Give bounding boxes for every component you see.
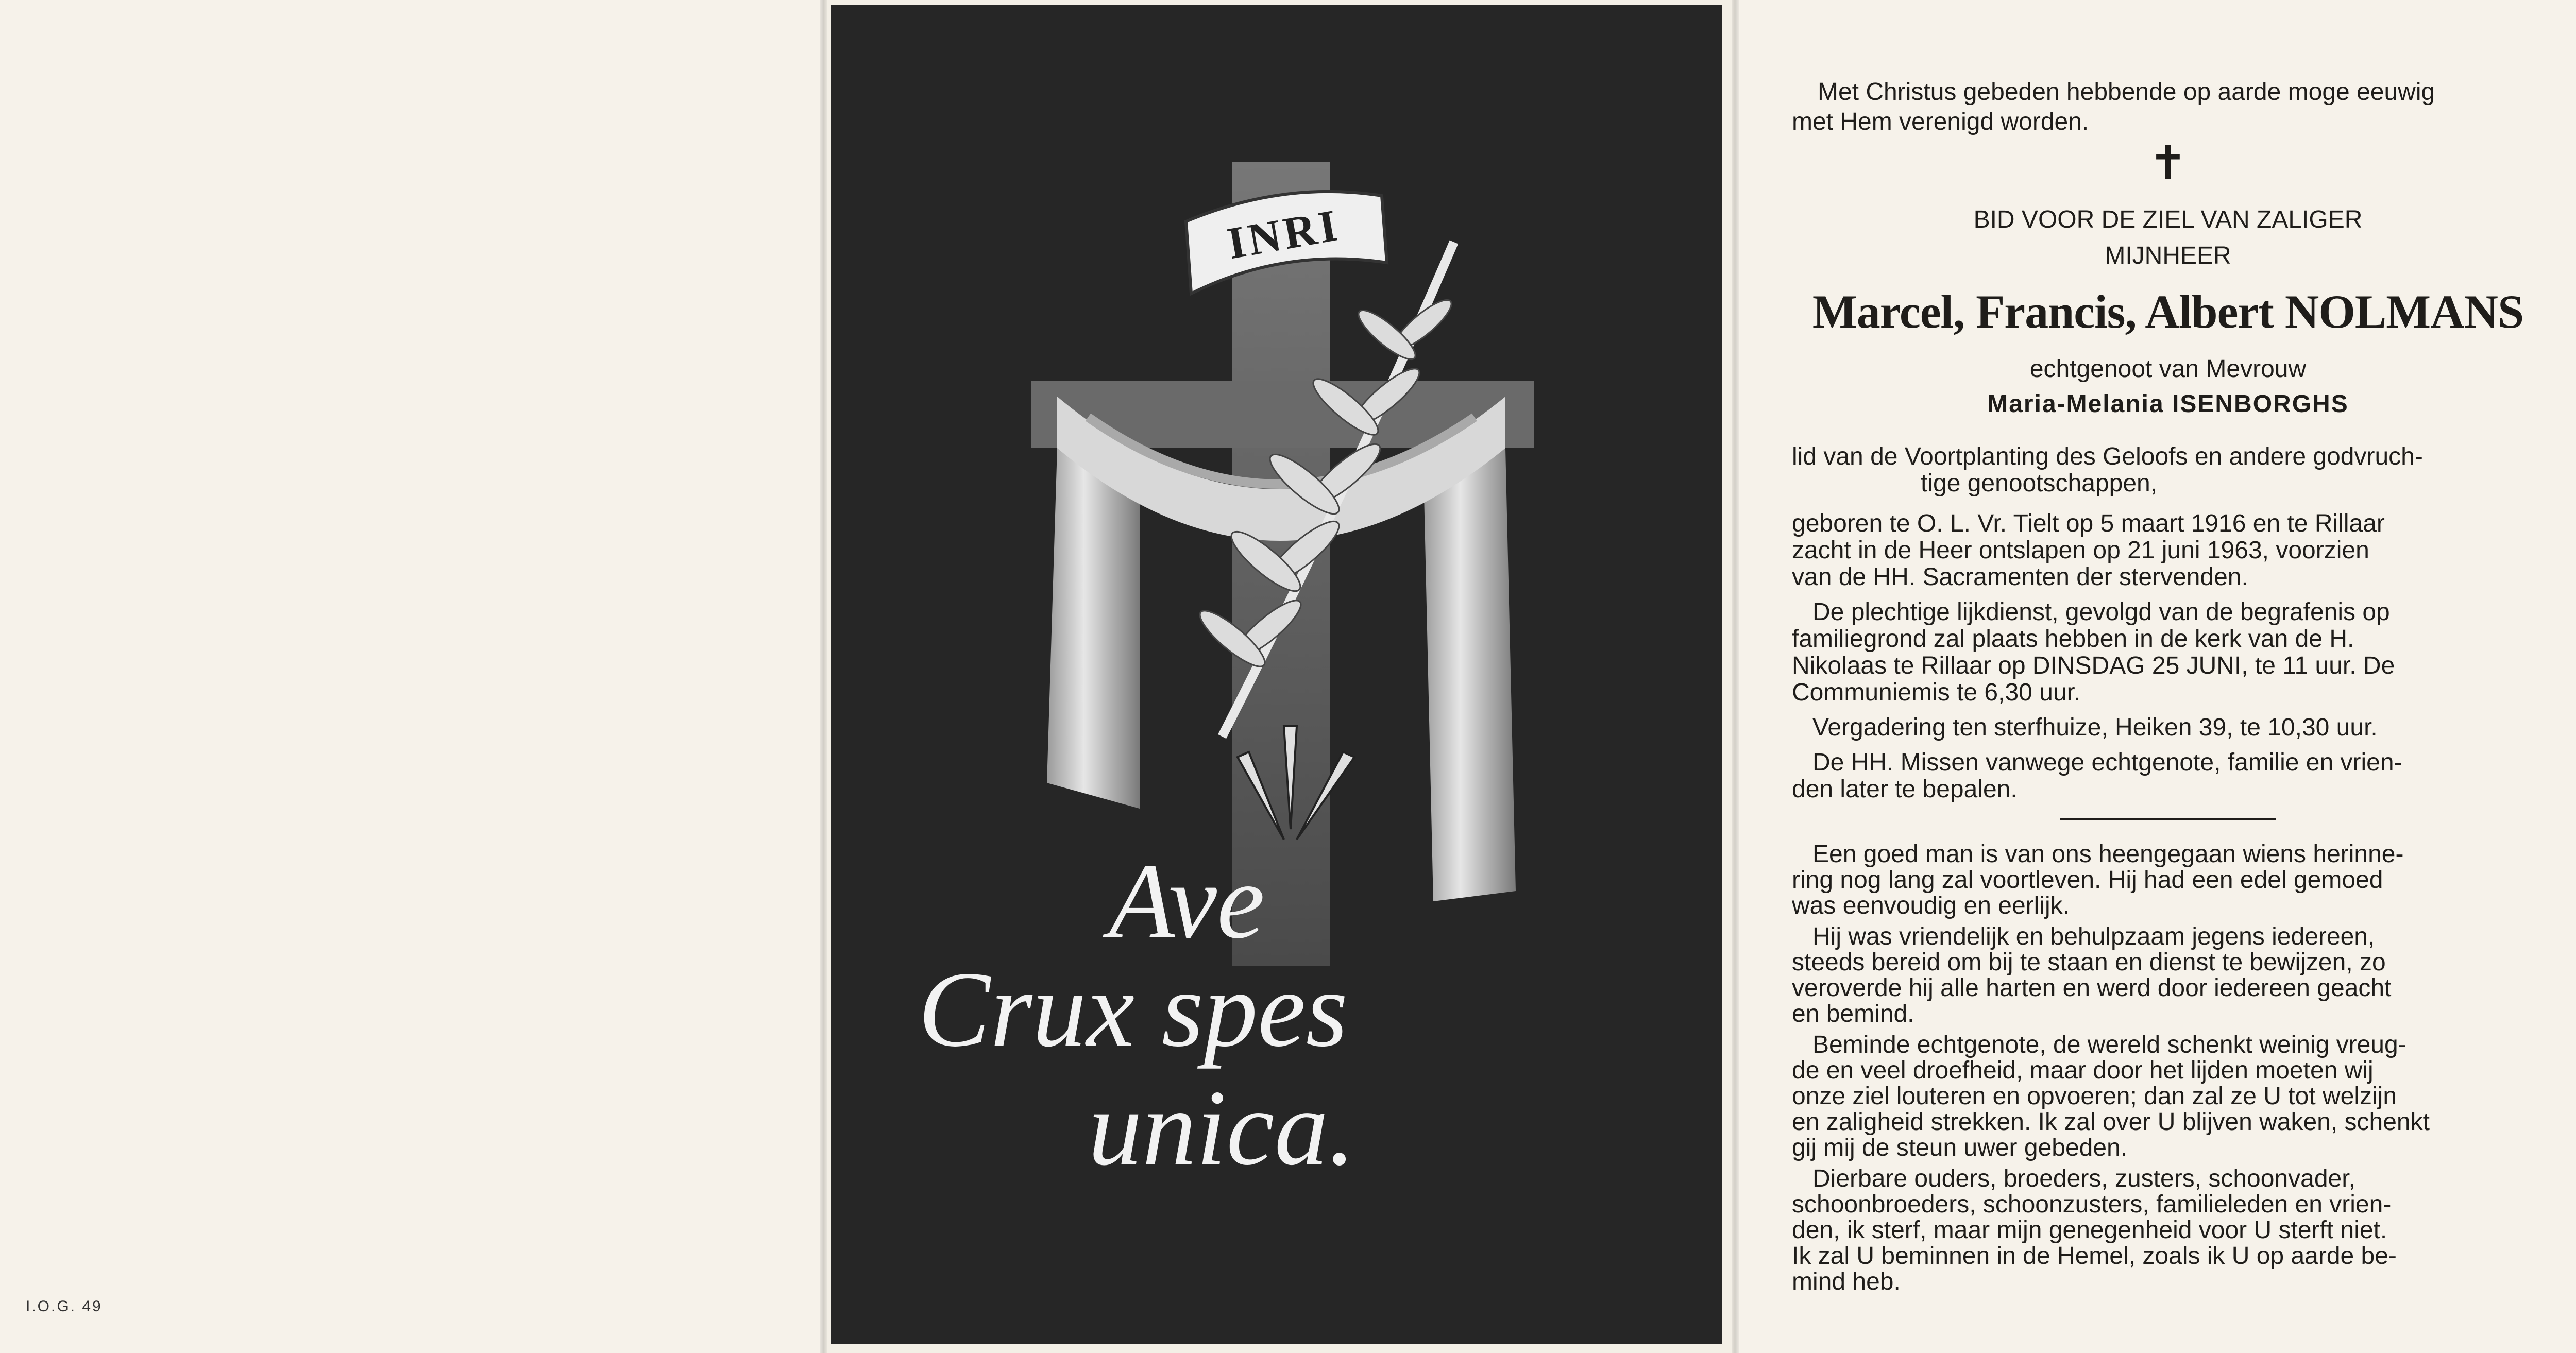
motto-line-2: Crux spes (918, 950, 1348, 1069)
masses-line-2: den later te bepalen. (1792, 776, 2018, 803)
reflection-4-line-1: Dierbare ouders, broeders, zusters, schoonvader, (1812, 1165, 2355, 1192)
print-code: I.O.G. 49 (26, 1298, 103, 1315)
opening-verse-line-1: Met Christus gebeden hebbende op aarde moge eeuwig (1818, 78, 2435, 106)
drape-left (1047, 448, 1140, 809)
reflection-1-line-2: ring nog lang zal voortleven. Hij had een edel gemoed (1792, 866, 2383, 894)
prayer-line-1: BID VOOR DE ZIEL VAN ZALIGER (1973, 206, 2363, 233)
motto-line-1: Ave (1109, 842, 1265, 961)
spouse-name: Maria-Melania ISENBORGHS (1987, 390, 2349, 418)
reflection-2-line-2: steeds bereid om bij te staan en dienst te bewijzen, zo (1792, 949, 2386, 976)
funeral-line-4: Communiemis te 6,30 uur. (1792, 679, 2081, 706)
prayer-line-2: MIJNHEER (2105, 242, 2231, 269)
section-divider (2060, 818, 2276, 820)
funeral-line-2: familiegrond zal plaats hebben in de kerk van de H. (1792, 625, 2354, 653)
front-card-panel (823, 0, 1735, 1353)
reflection-4-line-5: mind heb. (1792, 1268, 1901, 1295)
reflection-2-line-1: Hij was vriendelijk en behulpzaam jegens iedereen, (1812, 923, 2375, 950)
fold-line (820, 0, 827, 1353)
drape-right (1423, 448, 1516, 901)
reflection-3-line-2: de en veel droefheid, maar door het lijden moeten wij (1792, 1057, 2374, 1084)
reflection-3-line-4: en zaligheid strekken. Ik zal over U blijven waken, schenkt (1792, 1108, 2430, 1136)
membership-line-1: lid van de Voortplanting des Geloofs en andere godvruch- (1792, 443, 2423, 470)
deceased-name: Marcel, Francis, Albert NOLMANS (1812, 285, 2524, 338)
devotional-image (831, 5, 1722, 1344)
reflection-1-line-3: was eenvoudig en eerlijk. (1792, 892, 2070, 919)
banner-inscription: INRI (1224, 200, 1344, 269)
reflection-3-line-3: onze ziel louteren en opvoeren; dan zal ze U tot welzijn (1792, 1083, 2397, 1110)
cross-icon: ✝ (2148, 138, 2188, 189)
spouse-intro: echtgenoot van Mevrouw (2029, 355, 2307, 383)
masses-line-1: De HH. Missen vanwege echtgenote, familie en vrien- (1812, 749, 2402, 776)
reflection-4-line-2: schoonbroeders, schoonzusters, familieleden en vrien- (1792, 1191, 2392, 1218)
reflection-3-line-5: gij mij de steun uwer gebeden. (1792, 1134, 2128, 1161)
back-page (0, 0, 823, 1353)
birth-line-1: geboren te O. L. Vr. Tielt op 5 maart 1916 en te Rillaar (1792, 510, 2385, 537)
funeral-line-1: De plechtige lijkdienst, gevolgd van de begrafenis op (1812, 598, 2390, 626)
birth-line-3: van de HH. Sacramenten der stervenden. (1792, 563, 2248, 591)
gathering-line: Vergadering ten sterfhuize, Heiken 39, te 10,30 uur. (1812, 714, 2378, 741)
motto-line-3: unica. (1088, 1068, 1356, 1188)
reflection-2-line-4: en bemind. (1792, 1000, 1914, 1027)
opening-verse-line-2: met Hem verenigd worden. (1792, 108, 2089, 135)
reflection-3-line-1: Beminde echtgenote, de wereld schenkt weinig vreug- (1812, 1031, 2406, 1058)
reflection-2-line-3: veroverde hij alle harten en werd door iedereen geacht (1792, 974, 2392, 1002)
reflection-4-line-3: den, ik sterf, maar mijn genegenheid voor U sterft niet. (1792, 1217, 2387, 1244)
announcement-panel (1735, 0, 2576, 1353)
reflection-4-line-4: Ik zal U beminnen in de Hemel, zoals ik U op aarde be- (1792, 1242, 2397, 1270)
fold-line (1732, 0, 1739, 1353)
birth-line-2: zacht in de Heer ontslapen op 21 juni 1963, voorzien (1792, 537, 2369, 564)
reflection-1-line-1: Een goed man is van ons heengegaan wiens herinne- (1812, 841, 2404, 868)
funeral-line-3: Nikolaas te Rillaar op DINSDAG 25 JUNI, te 11 uur. De (1792, 652, 2395, 679)
membership-line-2: tige genootschappen, (1921, 470, 2158, 497)
